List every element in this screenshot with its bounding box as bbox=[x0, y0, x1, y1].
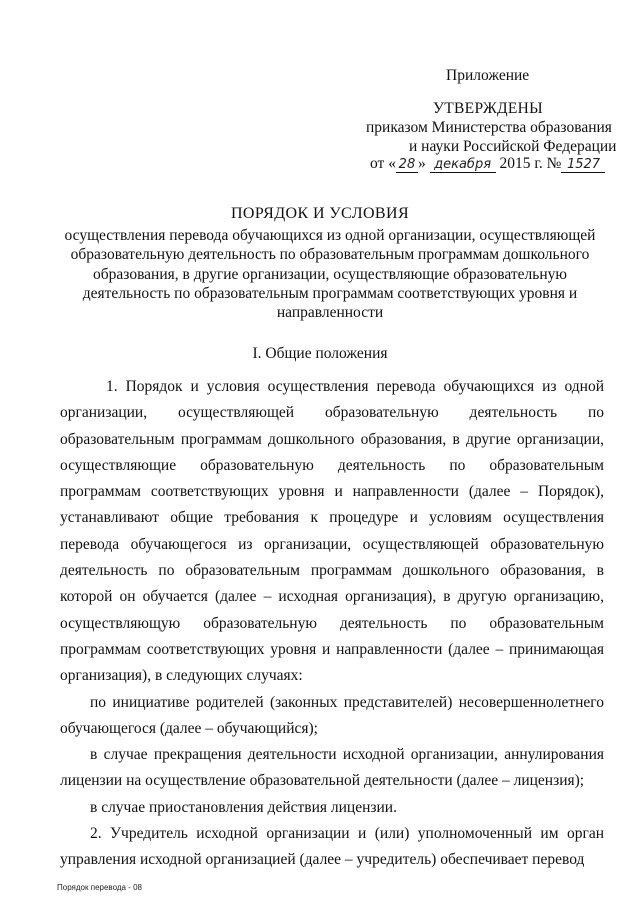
body-text bbox=[60, 374, 604, 874]
appendix-label: Приложение bbox=[446, 67, 530, 84]
order-number: 1527 bbox=[561, 157, 605, 173]
order-line-2: и науки Российской Федерации bbox=[409, 138, 617, 155]
order-date-line bbox=[370, 155, 605, 173]
paragraph-3: в случае прекращения деятельности исходной организации, аннулирования лицензии на осуществление образовательной деятельности (далее – лицензия); bbox=[60, 746, 604, 790]
date-day: 28 bbox=[396, 157, 418, 173]
date-year: 2015 г. № bbox=[499, 155, 562, 172]
paragraph-1: 1. Порядок и условия осуществления перевода обучающихся из одной организации, осуществляющей образовательную деятельность по образовательным программам дошкольного образования, в другие организации, осуществляющие образовательную деятельность по образовательным программам соответствующих уровня и направленности (далее – Порядок), устанавливают общие требования к процедуре и условиям осуществления перевода обучающегося из организации, осуществляющей образовательную деятельность по образовательным программам дошкольного образования, в которой он обучается (далее – исходная организация), в другую организацию, осуществляющую образовательную деятельность по образовательным программам соответствующих уровня и направленности (далее – принимающая организация), в следующих случаях: bbox=[60, 378, 604, 685]
document-title: ПОРЯДОК И УСЛОВИЯ bbox=[230, 205, 410, 222]
paragraph-2: по инициативе родителей (законных представителей) несовершеннолетнего обучающегося (далее – обучающийся); bbox=[60, 693, 604, 737]
paragraph-5: 2. Учредитель исходной организации и (или) уполномоченный им орган управления исходной организацией (далее – учредитель) обеспечивает перевод bbox=[60, 825, 604, 869]
page-footer: Порядок перевода - 08 bbox=[57, 883, 142, 892]
section-title: I. Общие положения bbox=[252, 345, 388, 362]
date-month: декабря bbox=[430, 157, 496, 173]
paragraph-4: в случае приостановления действия лицензии. bbox=[90, 798, 397, 816]
date-prefix: от « bbox=[370, 155, 396, 172]
order-line-1: приказом Министерства образования bbox=[366, 119, 612, 136]
date-mid: » bbox=[417, 155, 426, 172]
document-subtitle: осуществления перевода обучающихся из одной организации, осуществляющей образовательную деятельность по образовательным программам дошкольного образования, в другие организации, осуществляющие образовательную деятельность по образовательным программам соответствующих уровня и направленности bbox=[64, 227, 596, 322]
approved-heading: УТВЕРЖДЕНЫ bbox=[433, 100, 543, 117]
